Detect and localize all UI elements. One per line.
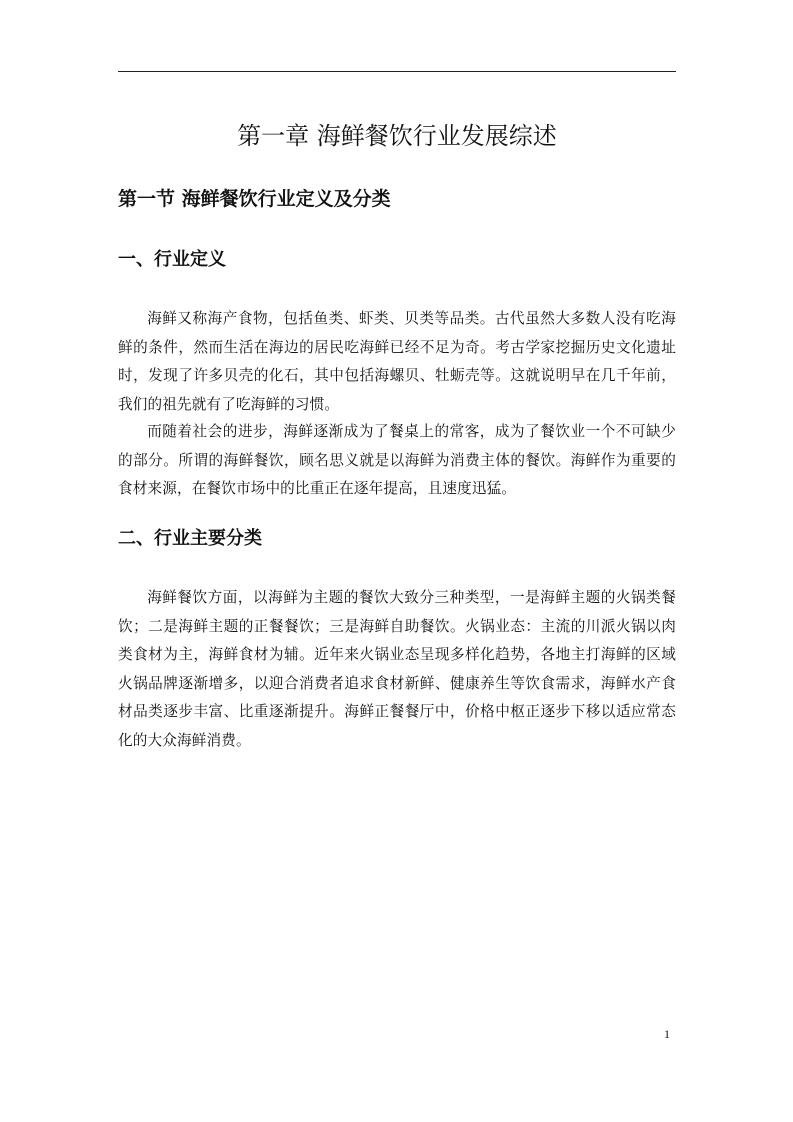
- subsection-title-definition: 一、行业定义: [118, 249, 226, 270]
- chapter-title: 第一章 海鲜餐饮行业发展综述: [237, 122, 557, 150]
- paragraph: 而随着社会的进步，海鲜逐渐成为了餐桌上的常客，成为了餐饮业一个不可缺少的部分。所谓的海鲜餐饮，顾名思义就是以海鲜为消费主体的餐饮。海鲜作为重要的食材来源，在餐饮市场中的比重正在逐年提高，且速度迅猛。: [118, 423, 676, 498]
- paragraph: 海鲜餐饮方面，以海鲜为主题的餐饮大致分三种类型，一是海鲜主题的火锅类餐饮；二是海鲜主题的正餐餐饮；三是海鲜自助餐饮。火锅业态：主流的川派火锅以肉类食材为主，海鲜食材为辅。近年来火锅业态呈现多样化趋势，各地主打海鲜的区域火锅品牌逐渐增多，以迎合消费者追求食材新鲜、健康养生等饮食需求，海鲜水产食材品类逐步丰富、比重逐渐提升。海鲜正餐餐厅中，价格中枢正逐步下移以适应常态化的大众海鲜消费。: [118, 589, 676, 749]
- header-divider: [118, 71, 676, 72]
- subsection-title-classification: 二、行业主要分类: [118, 528, 262, 549]
- section-title: 第一节 海鲜餐饮行业定义及分类: [118, 188, 391, 210]
- page-number: 1: [664, 1027, 670, 1041]
- paragraph: 海鲜又称海产食物，包括鱼类、虾类、贝类等品类。古代虽然大多数人没有吃海鲜的条件，然而生活在海边的居民吃海鲜已经不足为奇。考古学家挖掘历史文化遗址时，发现了许多贝壳的化石，其中包括海螺贝、牡蛎壳等。这就说明早在几千年前，我们的祖先就有了吃海鲜的习惯。: [118, 310, 676, 413]
